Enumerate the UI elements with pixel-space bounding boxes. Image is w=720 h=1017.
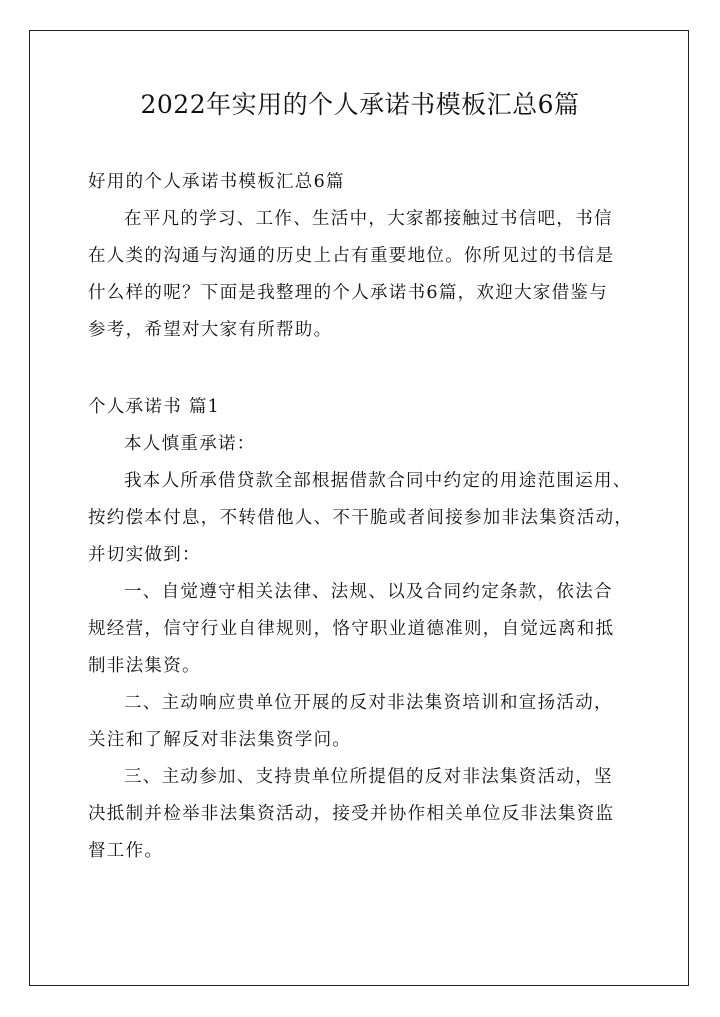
intro-line: 在人类的沟通与沟通的历史上占有重要地位。你所见过的书信是: [88, 246, 615, 266]
document-title: 2022年实用的个人承诺书模板汇总6篇: [140, 90, 580, 119]
intro-line: 在平凡的学习、工作、生活中，大家都接触过书信吧，书信: [124, 209, 613, 229]
subtitle: 好用的个人承诺书模板汇总6篇: [88, 172, 345, 192]
section-heading: 个人承诺书 篇1: [88, 397, 221, 417]
body-line: 二、主动响应贵单位开展的反对非法集资培训和宣扬活动，: [124, 693, 613, 713]
intro-line: 什么样的呢？下面是我整理的个人承诺书6篇，欢迎大家借鉴与: [88, 283, 609, 303]
body-line: 督工作。: [88, 841, 164, 861]
body-line: 制非法集资。: [88, 656, 201, 676]
body-line: 决抵制并检举非法集资活动，接受并协作相关单位反非法集资监: [88, 804, 615, 824]
body-line: 关注和了解反对非法集资学问。: [88, 730, 352, 750]
body-line: 规经营，信守行业自律规则，恪守职业道德准则，自觉远离和抵: [88, 619, 615, 639]
body-line: 我本人所承借贷款全部根据借款合同中约定的用途范围运用、: [124, 471, 632, 491]
body-line: 本人慎重承诺：: [124, 434, 256, 454]
intro-line: 参考，希望对大家有所帮助。: [88, 320, 333, 340]
body-line: 并切实做到：: [88, 545, 201, 565]
body-line: 一、自觉遵守相关法律、法规、以及合同约定条款，依法合: [124, 582, 613, 602]
body-line: 三、主动参加、支持贵单位所提倡的反对非法集资活动，坚: [124, 767, 613, 787]
body-line: 按约偿本付息，不转借他人、不干脆或者间接参加非法集资活动，: [88, 508, 634, 528]
